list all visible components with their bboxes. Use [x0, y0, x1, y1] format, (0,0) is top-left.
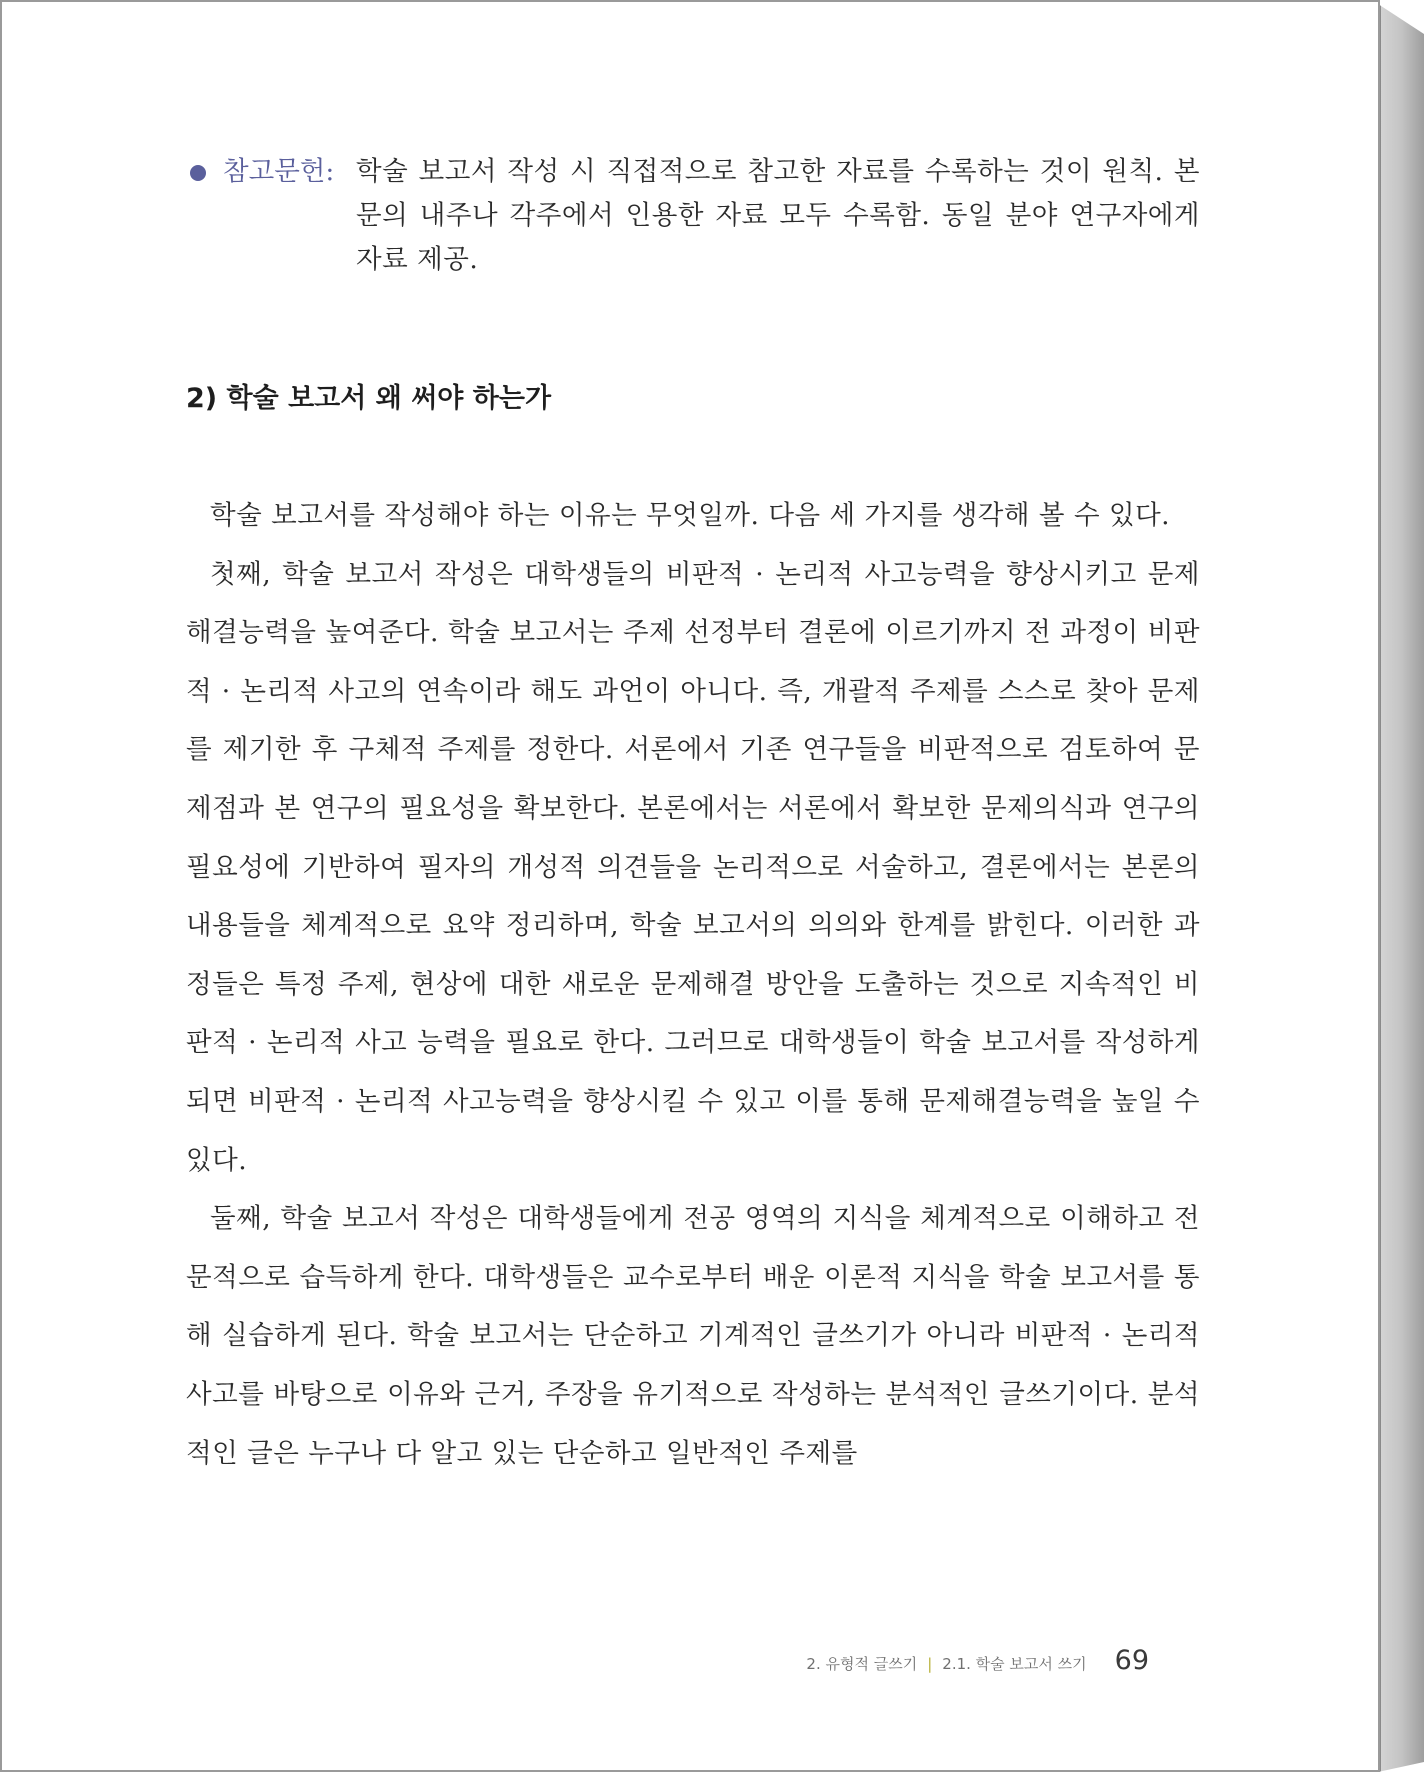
- page-footer: [806, 1645, 1149, 1676]
- body-text: [186, 487, 1200, 1483]
- paragraph: 둘째, 학술 보고서 작성은 대학생들에게 전공 영역의 지식을 체계적으로 이해하고 전문적으로 습득하게 한다. 대학생들은 교수로부터 배운 이론적 지식을 학술 보고서를 통해 실습하게 된다. 학술 보고서는 단순하고 기계적인 글쓰기가 아니라 비판적 · 논리적 사고를 바탕으로 이유와 근거, 주장을 유기적으로 작성하는 분석적인 글쓰기이다. 분석적인 글은 누구나 다 알고 있는 단순하고 일반적인 주제를: [186, 1203, 1200, 1469]
- reference-label: 참고문헌:: [223, 156, 335, 187]
- paragraph: 첫째, 학술 보고서 작성은 대학생들의 비판적 · 논리적 사고능력을 향상시키고 문제해결능력을 높여준다. 학술 보고서는 주제 선정부터 결론에 이르기까지 전 과정이 비판적 · 논리적 사고의 연속이라 해도 과언이 아니다. 즉, 개괄적 주제를 스스로 찾아 문제를 제기한 후 구체적 주제를 정한다. 서론에서 기존 연구들을 비판적으로 검토하여 문제점과 본 연구의 필요성을 확보한다. 본론에서는 서론에서 확보한 문제의식과 연구의 필요성에 기반하여 필자의 개성적 의견들을 논리적으로 서술하고, 결론에서는 본론의 내용들을 체계적으로 요약 정리하며, 학술 보고서의 의의와 한계를 밝힌다. 이러한 과정들은 특정 주제, 현상에 대한 새로운 문제해결 방안을 도출하는 것으로 지속적인 비판적 · 논리적 사고 능력을 필요로 한다. 그러므로 대학생들이 학술 보고서를 작성하게 되면 비판적 · 논리적 사고능력을 향상시킬 수 있고 이를 통해 문제해결능력을 높일 수 있다.: [186, 558, 1200, 1176]
- footer-chapter: 2. 유형적 글쓰기: [806, 1655, 918, 1673]
- reference-text: 학술 보고서 작성 시 직접적으로 참고한 자료를 수록하는 것이 원칙. 본문의 내주나 각주에서 인용한 자료 모두 수록함. 동일 분야 연구자에게 자료 제공.: [356, 156, 1200, 275]
- paragraph: 학술 보고서를 작성해야 하는 이유는 무엇일까. 다음 세 가지를 생각해 볼 수 있다.: [210, 500, 1171, 531]
- footer-divider: |: [927, 1655, 933, 1673]
- page-number: 69: [1114, 1645, 1149, 1676]
- section-heading: 2) 학술 보고서 왜 써야 하는가: [186, 383, 552, 414]
- bullet-icon: [190, 165, 206, 181]
- page-edge-shadow: [1378, 4, 1424, 1772]
- footer-section: 2.1. 학술 보고서 쓰기: [942, 1655, 1087, 1673]
